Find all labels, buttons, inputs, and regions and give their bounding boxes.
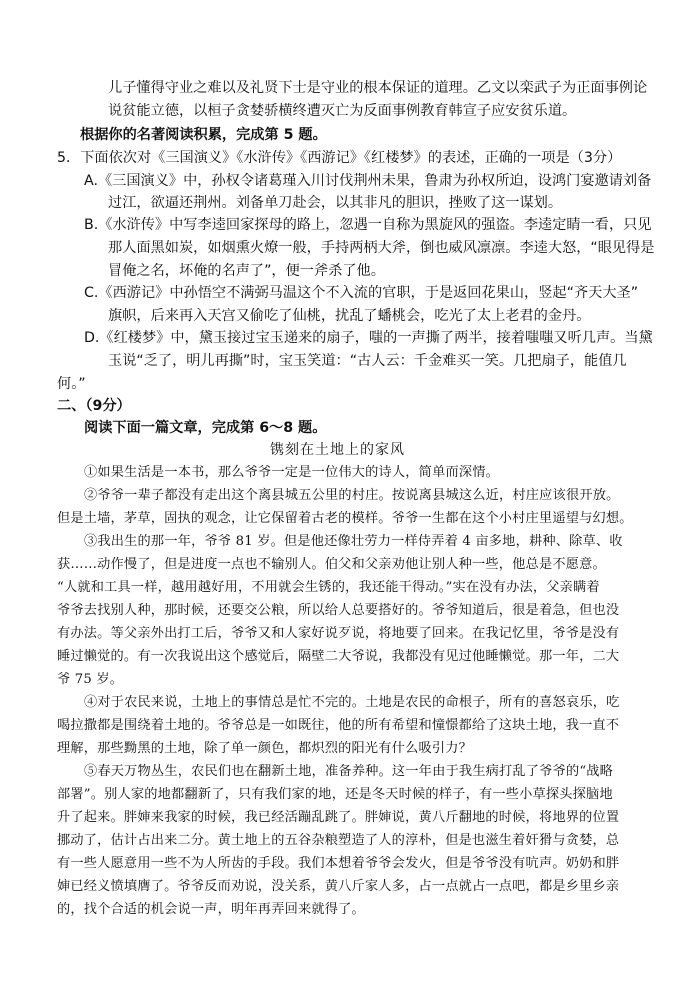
section2-heading: 二、（9分） (57, 398, 131, 414)
article-title: 镌刻在土地上的家风 (270, 442, 405, 458)
article-line: 婶已经义愤填膺了。爷爷反而劝说，没关系，黄八斤家人多，占一点就占一点吧，都是乡里乡亲 (57, 879, 620, 894)
article-line: 有一些人愿意用一些不为人所齿的手段。我们本想着爷爷会发火，但是爷爷没有吭声。奶奶和胖 (57, 856, 620, 871)
option-c-line-2: 旗帜，后来再入天宫又偷吃了仙桃，扰乱了蟠桃会，吃光了太上老君的金丹。 (108, 308, 591, 324)
section2-instruction: 阅读下面一篇文章，完成第 6～8 题。 (84, 420, 327, 436)
article-line: 睡过懒觉的。有一次我说出这个感觉后，隔壁二大爷说，我都没有见过他睡懒觉。那一年，二大 (57, 649, 620, 664)
article-line: ④对于农民来说，土地上的事情总是忙不完的。土地是农民的命根子，所有的喜怒哀乐，吃 (84, 695, 620, 710)
article-line: ③我出生的那一年，爷爷 81 岁。但是他还像壮劳力一样侍弄着 4 亩多地，耕种、除草、收 (84, 534, 623, 549)
option-c-line-1: C.《西游记》中孙悟空不满弼马温这个不入流的官职，于是返回花果山，竖起“齐天大圣” (84, 285, 639, 301)
article-line: 理解，那些黝黑的土地，除了单一颜色，都炽烈的阳光有什么吸引力？ (57, 741, 473, 756)
article-line: 爷 75 岁。 (57, 672, 124, 687)
article-line: ⑤春天万物丛生，农民们也在翻新土地，准备养种。这一年由于我生病打乱了爷爷的“战略 (84, 764, 614, 779)
article-line: 挪动了，估计占出来二分。黄土地上的五谷杂粮塑造了人的淳朴，但是也滋生着奸猾与贪婪，总 (57, 833, 620, 848)
prev-answer-line-2: 说贫能立德，以桓子贪婪骄横终遭灭亡为反面事例教育韩宣子应安贫乐道。 (108, 103, 577, 119)
option-d-line-2: 玉说“乏了，明儿再撕”时，宝玉笑道：“古人云：千金难买一笑。几把扇子，能值几 (108, 353, 627, 369)
option-b-line-2: 那人面黑如炭，如烟熏火燎一般，手持两柄大斧，倒也威风凛凛。李逵大怒，“眼见得是 (108, 240, 655, 256)
article-line: 喝拉撒都是围绕着土地的。爷爷总是一如既往，他的所有希望和憧憬都给了这块土地，我一直不 (57, 718, 620, 733)
option-a-line-2: 过江，欲逼还荆州。刘备单刀赴会，以其非凡的胆识，挫败了这一谋划。 (108, 195, 563, 211)
article-line: “人就和工具一样，越用越好用，不用就会生锈的，我还能干得动。”实在没有办法，父亲瞒着 (57, 580, 600, 595)
option-d-line-3: 何。” (57, 376, 86, 392)
article-line: 但是土墙，茅草，固执的观念，让它保留着古老的模样。爷爷一生都在这个小村庄里遥望与幻想。 (57, 511, 633, 526)
article-line: 的，找个合适的机会说一声，明年再弄回来就得了。 (57, 902, 365, 917)
option-a-line-1: A.《三国演义》中，孙权令诸葛瑾入川讨伐荆州未果，鲁肃为孙权所迫，设鸿门宴邀请刘备 (84, 173, 652, 189)
question-5-stem: 5．下面依次对《三国演义》《水浒传》《西游记》《红楼梦》的表述，正确的一项是（3分） (57, 150, 622, 166)
article-line: 部署”。别人家的地都翻新了，只有我们家的地，还是冬天时候的样子，有一些小草探头探脑地 (57, 787, 613, 802)
option-b-line-3: 冒俺之名，坏俺的名声了”，便一斧杀了他。 (108, 263, 385, 279)
article-line: 爷爷去找别人种，那时候，还要交公粮，所以给人总要搭好的。爷爷知道后，很是着急，但也没 (57, 603, 620, 618)
option-d-line-1: D.《红楼梦》中，黛玉接过宝玉递来的扇子，嗤的一声撕了两半，接着嗤嗤又听几声。当黛 (84, 330, 653, 346)
article-line: 升了起来。胖婶来我家的时候，我已经活蹦乱跳了。胖婶说，黄八斤翻地的时候，将地界的位置 (57, 810, 620, 825)
article-line: 有办法。等父亲外出打工后，爷爷又和人家好说歹说，将地要了回来。在我记忆里，爷爷是没有 (57, 626, 620, 641)
section1-instruction: 根据你的名著阅读积累，完成第 5 题。 (80, 127, 327, 143)
option-b-line-1: B.《水浒传》中写李逵回家探母的路上，忽遇一自称为黑旋风的强盗。李逵定睛一看，只见 (84, 217, 652, 233)
article-line: ①如果生活是一本书，那么爷爷一定是一位伟大的诗人，简单而深情。 (84, 465, 500, 480)
prev-answer-line-1: 儿子懂得守业之难以及礼贤下士是守业的根本保证的道理。乙文以栾武子为正面事例论 (108, 80, 648, 96)
article-line: 获……动作慢了，但是进度一点也不输别人。伯父和父亲劝他让别人种一些，他总是不愿意。 (57, 557, 606, 572)
article-line: ②爷爷一辈子都没有走出这个离县城五公里的村庄。按说离县城这么近，村庄应该很开放。 (84, 488, 620, 503)
